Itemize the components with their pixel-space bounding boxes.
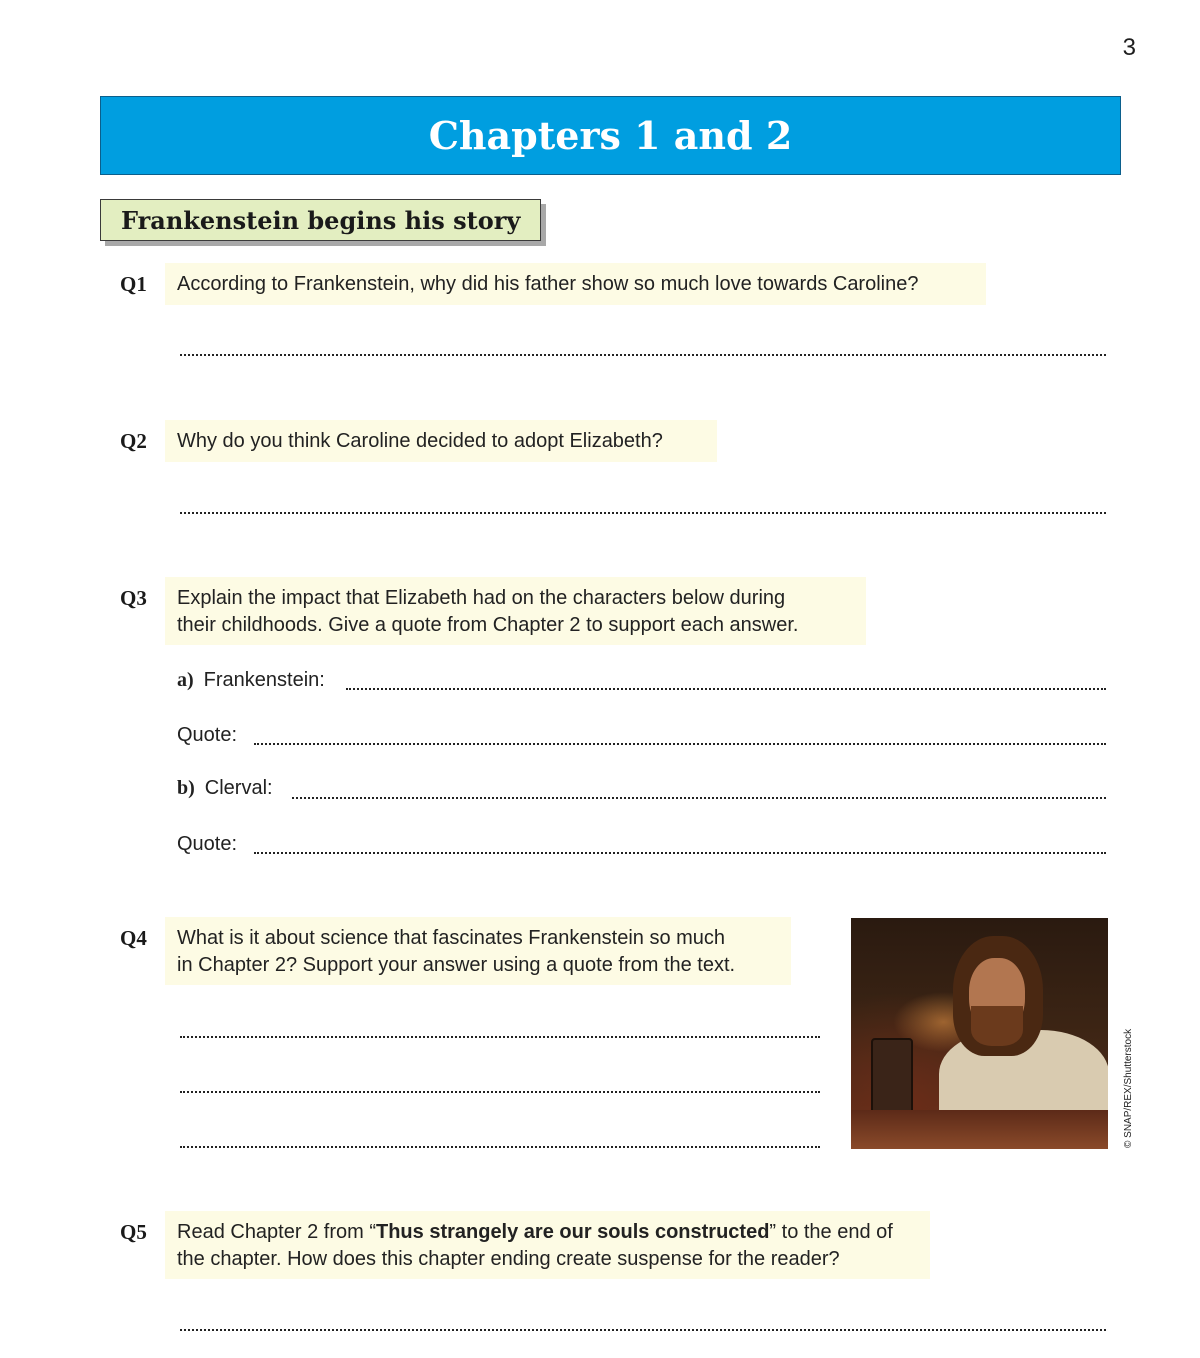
q3-part-a-prompt [177,669,325,692]
q3-part-b-quote-label: Quote: [177,833,238,855]
question-1-box [165,263,986,305]
q3-part-b-letter: b) [177,777,195,799]
question-3-box [165,577,866,645]
page-number: 3 [1122,34,1136,61]
answer-line-q4-3[interactable] [180,1146,820,1148]
question-2-text: Why do you think Caroline decided to adopt Elizabeth? [177,430,663,452]
answer-line-q1[interactable] [180,354,1106,356]
question-3-text-line-1: Explain the impact that Elizabeth had on the characters below during [177,587,786,609]
answer-line-q3-b-quote[interactable] [254,852,1106,854]
question-number-4: Q4 [120,926,147,950]
chapter-title: Chapters 1 and 2 [428,113,793,158]
photo-credit: © SNAP/REX/Shutterstock [1123,1028,1134,1148]
q3-part-b-label: Clerval: [204,777,273,799]
question-1-text: According to Frankenstein, why did his father show so much love towards Caroline? [177,273,919,295]
q3-part-a-letter: a) [177,669,194,691]
answer-line-q3-b[interactable] [292,797,1106,799]
question-5-text-line-1 [177,1219,918,1246]
q3-part-a-label: Frankenstein: [203,669,325,691]
question-2-box [165,420,717,462]
section-heading: Frankenstein begins his story [100,199,541,241]
answer-line-q5[interactable] [180,1329,1106,1331]
question-number-3: Q3 [120,586,147,610]
answer-line-q2[interactable] [180,512,1106,514]
question-4-text-line-2: in Chapter 2? Support your answer using a quote from the text. [177,954,736,976]
question-5-text-prefix: Read Chapter 2 from “ [177,1221,376,1243]
answer-line-q3-a[interactable] [346,688,1106,690]
question-5-quoted-phrase: Thus strangely are our souls constructed [375,1221,770,1243]
question-number-5: Q5 [120,1220,147,1244]
question-4-text-line-1: What is it about science that fascinates Frankenstein so much [177,927,726,949]
question-4-box [165,917,791,985]
photo-figure-beard [971,1006,1023,1046]
answer-line-q4-2[interactable] [180,1091,820,1093]
answer-line-q4-1[interactable] [180,1036,820,1038]
question-5-box [165,1211,930,1279]
question-number-2: Q2 [120,429,147,453]
frankenstein-film-still-image [851,918,1108,1149]
question-3-text-line-2: their childhoods. Give a quote from Chapter 2 to support each answer. [177,614,799,636]
question-5-text-suffix: ” to the end of [769,1221,893,1243]
answer-line-q3-a-quote[interactable] [254,743,1106,745]
q3-part-a-quote-label: Quote: [177,724,238,746]
question-5-text-line-2: the chapter. How does this chapter ending create suspense for the reader? [177,1248,840,1270]
q3-part-b-prompt [177,777,273,800]
chapter-title-bar [100,96,1121,175]
question-number-1: Q1 [120,272,147,296]
photo-workbench [851,1110,1108,1149]
